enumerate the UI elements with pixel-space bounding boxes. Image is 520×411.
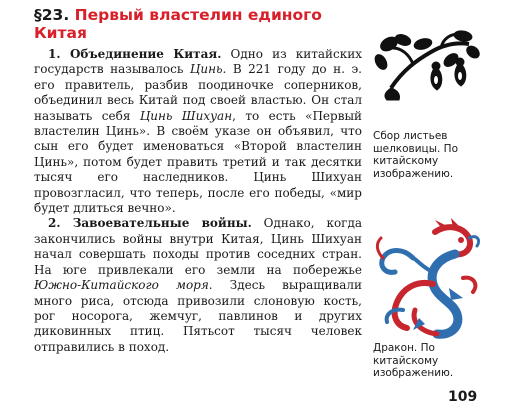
- paragraph-2: [34, 216, 362, 355]
- italic-term: Южно-Китайского моря: [34, 278, 209, 293]
- section-heading: [34, 6, 364, 42]
- italic-term: Цинь: [189, 62, 223, 77]
- main-text: [34, 47, 362, 355]
- text-span: . Здесь выращивали много риса, отсюда привозили слоновую кость, рог носорога, жемчуг, павлинов и других диковинных птиц. Пятьсот тысяч человек отправились в поход.: [34, 278, 362, 354]
- text-span: , то есть «Первый властелин Цинь». В своём указе он объявил, что сын его будет именоваться «Второй властелин Цинь», потом будет править третий и так десятки тысяч его наследников. Цинь Шихуан провозгласил, что теперь, после его победы, «мир будет длиться вечно».: [34, 108, 362, 216]
- paragraph-1: [34, 47, 362, 216]
- text-span: . В 221 году до н. э. его правитель, разбив поодиночке соперников, объединил весь Китай под своей властью. Он стал называть себя: [34, 62, 362, 123]
- subheading-1: 1. Объединение Китая.: [48, 47, 222, 61]
- italic-term: Цинь Шихуан: [139, 108, 233, 123]
- sidebar: [373, 30, 505, 379]
- text-span: Одно из китайских государств называлось: [34, 47, 362, 77]
- figure-caption-2: Дракон. По китайскому изображению.: [373, 342, 454, 379]
- subheading-2: 2. Завоевательные войны.: [48, 216, 252, 231]
- figure-caption-1: Сбор листьев шелковицы. По китайскому изображению.: [373, 130, 458, 180]
- text-span: Однако, когда закончились войны внутри Китая, Цинь Шихуан начал совершать походы против соседних стран. На юге привлекали его земли на побережье: [34, 216, 362, 277]
- mulberry-leaf-gathering-picture: [373, 30, 481, 102]
- section-number: §23.: [34, 6, 70, 24]
- dragon-picture: [373, 218, 483, 340]
- page-number: 109: [448, 389, 478, 405]
- section-title: Первый властелин единого Китая: [34, 6, 322, 42]
